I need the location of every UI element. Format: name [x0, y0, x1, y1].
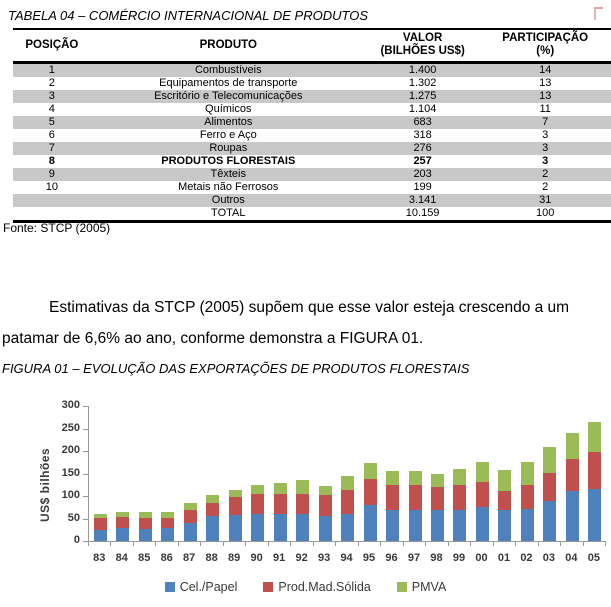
bar-slot: [426, 406, 448, 541]
bar-segment: [498, 491, 511, 510]
bar-segment: [566, 459, 579, 491]
bar-slot: [291, 406, 313, 541]
x-axis-labels: [88, 552, 605, 564]
bar-segment: [476, 462, 489, 482]
figure-caption: FIGURA 01 – EVOLUÇÃO DAS EXPORTAÇÕES DE PRODUTOS FLORESTAIS: [2, 361, 470, 376]
x-tick-label: 84: [115, 552, 128, 564]
cell-participacao: 3: [542, 155, 549, 168]
cell-produto: Ferro e Aço: [199, 129, 257, 142]
paragraph-line-1: Estimativas da STCP (2005) supõem que esse valor esteja crescendo a um: [49, 299, 570, 316]
bar-segment: [476, 507, 489, 541]
x-tick-label: 03: [542, 552, 556, 564]
bar-segment: [251, 494, 264, 514]
legend-label: PMVA: [411, 580, 447, 594]
cell-valor: 1.104: [408, 103, 437, 116]
bar-segment: [341, 514, 354, 541]
stacked-bar-01: [498, 470, 511, 541]
legend-item-Cel./Papel: [165, 580, 238, 594]
stacked-bar-91: [274, 483, 287, 541]
bar-segment: [229, 490, 242, 497]
y-tick-mark: [83, 406, 88, 407]
cell-valor: 203: [413, 168, 432, 181]
bar-slot: [111, 406, 133, 541]
stacked-bar-85: [139, 512, 152, 541]
col-header-valor: [366, 29, 480, 63]
x-tick-label: 92: [295, 552, 308, 564]
table-row: [13, 63, 611, 78]
cell-produto: Equipamentos de transporte: [159, 77, 298, 90]
cell-produto: Outros: [211, 194, 245, 207]
bar-segment: [319, 516, 332, 541]
cell-posicao: 10: [45, 181, 58, 194]
x-tick-mark: [605, 542, 606, 546]
stacked-bar-89: [229, 490, 242, 541]
x-tick-label: 87: [183, 552, 196, 564]
cell-produto: TOTAL: [91, 207, 366, 222]
cell-posicao: 1: [48, 64, 55, 77]
x-tick-label: 85: [138, 552, 151, 564]
x-tick-mark: [155, 542, 156, 546]
x-tick-mark: [178, 542, 179, 546]
bar-segment: [588, 422, 601, 453]
x-tick-label: 00: [475, 552, 488, 564]
x-tick-mark: [133, 542, 134, 546]
col-header-sublabel: (BILHÕES US$): [380, 45, 465, 58]
bar-segment: [453, 510, 466, 542]
bar-segment: [588, 452, 601, 489]
table-row: [13, 181, 611, 194]
y-tick-label: 100: [61, 489, 80, 501]
cell-valor: 199: [413, 181, 432, 194]
x-tick-label: 88: [205, 552, 218, 564]
cell-participacao: 2: [542, 181, 549, 194]
y-axis-title: US$ bilhões: [38, 447, 52, 522]
bar-slot: [404, 406, 426, 541]
bar-segment: [206, 495, 219, 503]
bar-slot: [336, 406, 358, 541]
stacked-bar-86: [161, 512, 174, 541]
bar-slot: [224, 406, 246, 541]
y-tick-label: 0: [73, 534, 80, 546]
y-tick-label: 250: [61, 421, 80, 434]
x-tick-label: 98: [430, 552, 443, 564]
cell-posicao: [13, 207, 91, 222]
table-title: TABELA 04 – COMÉRCIO INTERNACIONAL DE PRODUTOS: [8, 8, 368, 23]
x-tick-label: 86: [160, 552, 173, 564]
legend-item-PMVA: [397, 580, 447, 594]
bar-segment: [206, 516, 219, 541]
y-tick-label: 200: [61, 444, 80, 456]
y-tick-mark: [83, 429, 88, 430]
x-tick-label: 04: [565, 552, 578, 564]
cell-produto: PRODUTOS FLORESTAIS: [161, 155, 296, 168]
bar-segment: [184, 503, 197, 510]
cell-participacao: 13: [539, 90, 552, 103]
bar-segment: [364, 463, 377, 479]
stacked-bar-05: [588, 422, 601, 541]
x-tick-mark: [110, 542, 111, 546]
stacked-bar-84: [116, 512, 129, 541]
bar-slot: [246, 406, 268, 541]
legend-item-Prod.Mad.Sólida: [263, 580, 370, 594]
bar-slot: [584, 406, 606, 541]
y-tick-label: 50: [67, 511, 80, 524]
bar-segment: [498, 470, 511, 490]
cell-valor: 3.141: [408, 194, 437, 207]
bar-segment: [251, 514, 264, 541]
bar-slot: [539, 406, 561, 541]
legend-label: Prod.Mad.Sólida: [278, 580, 371, 594]
bar-segment: [521, 462, 534, 485]
x-tick-mark: [403, 542, 404, 546]
x-tick-label: 89: [228, 552, 241, 564]
cell-posicao: 6: [48, 129, 55, 142]
stacked-bar-87: [184, 503, 197, 541]
x-tick-mark: [200, 542, 201, 546]
bar-segment: [566, 491, 579, 541]
bar-segment: [139, 529, 152, 541]
cell-valor: 276: [413, 142, 432, 155]
table-row: [13, 155, 611, 168]
bar-slot: [471, 406, 493, 541]
x-tick-mark: [358, 542, 359, 546]
cell-produto: Químicos: [205, 103, 252, 116]
table-row: [13, 90, 611, 103]
cell-valor: 318: [413, 129, 432, 142]
bar-segment: [386, 510, 399, 542]
stacked-bar-88: [206, 495, 219, 541]
cell-valor: 1.302: [408, 77, 437, 90]
cell-valor: 257: [413, 155, 432, 168]
bar-slot: [269, 406, 291, 541]
cell-participacao: 11: [539, 103, 551, 116]
x-tick-mark: [290, 542, 291, 546]
cell-posicao: 2: [48, 77, 55, 90]
bar-slot: [516, 406, 538, 541]
stacked-bar-83: [94, 514, 107, 541]
bar-segment: [296, 494, 309, 514]
x-tick-label: 94: [340, 552, 353, 564]
bar-segment: [498, 510, 511, 542]
table-row: [13, 142, 611, 155]
x-tick-label: 93: [317, 552, 331, 564]
x-tick-label: 83: [93, 552, 106, 564]
body-paragraph: [0, 292, 611, 354]
cell-participacao: 3: [542, 129, 549, 142]
cell-posicao: 7: [48, 142, 55, 155]
bar-slot: [134, 406, 156, 541]
col-header-label: VALOR: [402, 32, 443, 44]
bar-segment: [453, 485, 466, 510]
bar-segment: [94, 518, 107, 529]
bar-segment: [341, 476, 354, 490]
stacked-bar-02: [521, 462, 534, 541]
col-header-posicao: [13, 29, 91, 63]
table-row: [13, 103, 611, 116]
cell-produto: Escritório e Telecomunicações: [154, 90, 303, 103]
cell-posicao: 9: [48, 168, 55, 181]
table-row: [13, 116, 611, 129]
bar-segment: [386, 471, 399, 485]
cell-participacao: 3: [542, 142, 549, 155]
bar-slot: [449, 406, 471, 541]
bar-segment: [364, 479, 377, 505]
bar-segment: [251, 485, 264, 494]
bar-segment: [229, 515, 242, 541]
x-tick-mark: [245, 542, 246, 546]
y-tick-label: 300: [61, 399, 80, 411]
bar-segment: [521, 485, 534, 509]
bar-slot: [156, 406, 178, 541]
chart-legend: [0, 580, 611, 594]
bar-segment: [543, 501, 556, 542]
col-header-label: POSIÇÃO: [25, 38, 79, 51]
col-header-produto: [91, 29, 366, 63]
legend-label: Cel./Papel: [179, 580, 238, 594]
cell-posicao: 8: [48, 155, 55, 168]
x-tick-mark: [538, 542, 539, 546]
x-tick-label: 05: [587, 552, 601, 564]
col-header-label: PRODUTO: [199, 38, 257, 51]
bar-segment: [274, 483, 287, 493]
table-row: [13, 194, 611, 207]
x-tick-label: 97: [407, 552, 421, 564]
bar-segment: [274, 514, 287, 541]
bar-segment: [296, 514, 309, 541]
cell-produto: Roupas: [209, 142, 248, 155]
x-tick-mark: [88, 542, 89, 546]
bar-segment: [386, 485, 399, 510]
cell-participacao: 7: [542, 116, 549, 129]
bar-slot: [201, 406, 223, 541]
x-tick-label: 99: [452, 552, 466, 564]
table-row: [13, 129, 611, 142]
y-tick-mark: [83, 519, 88, 520]
stacked-bar-97: [409, 471, 422, 541]
cell-posicao: 3: [48, 90, 55, 103]
y-tick-mark: [83, 496, 88, 497]
col-header-participacao: [479, 29, 611, 63]
bar-segment: [431, 474, 444, 488]
stacked-bar-90: [251, 485, 264, 541]
legend-swatch: [263, 582, 273, 592]
x-tick-mark: [493, 542, 494, 546]
paragraph-line-2: patamar de 6,6% ao ano, conforme demonstra a FIGURA 01.: [2, 330, 424, 347]
bar-segment: [94, 530, 107, 541]
plot-area: [88, 406, 606, 542]
bar-slot: [359, 406, 381, 541]
bar-segment: [116, 528, 129, 541]
x-tick-label: 91: [272, 552, 286, 564]
x-tick-label: 95: [362, 552, 376, 564]
cell-produto: Combustíveis: [194, 64, 262, 77]
stacked-bar-chart: [0, 392, 611, 607]
legend-swatch: [165, 582, 175, 592]
cell-participacao: 14: [539, 64, 552, 77]
x-tick-mark: [268, 542, 269, 546]
cell-produto: Alimentos: [204, 116, 253, 129]
bar-segment: [319, 495, 332, 516]
bar-segment: [364, 505, 377, 541]
x-tick-mark: [425, 542, 426, 546]
stacked-bar-95: [364, 463, 377, 541]
bar-segment: [409, 485, 422, 510]
table-row: [13, 207, 611, 222]
bar-slot: [89, 406, 111, 541]
stacked-bar-93: [319, 486, 332, 541]
y-tick-mark: [83, 451, 88, 452]
bar-segment: [543, 473, 556, 501]
col-header-label: PARTICIPAÇÃO: [502, 32, 589, 44]
cell-valor: 1.275: [408, 90, 437, 103]
bar-segment: [184, 510, 197, 524]
bar-slot: [381, 406, 403, 541]
stacked-bar-94: [341, 476, 354, 541]
x-tick-mark: [313, 542, 314, 546]
cell-produto: Têxteis: [210, 168, 246, 181]
x-tick-mark: [223, 542, 224, 546]
bar-segment: [161, 518, 174, 529]
bar-segment: [229, 497, 242, 515]
bar-segment: [431, 510, 444, 542]
bar-segment: [409, 510, 422, 542]
bar-slot: [314, 406, 336, 541]
table-row: [13, 77, 611, 90]
bar-segment: [206, 503, 219, 517]
cell-participacao: 31: [539, 194, 552, 207]
stacked-bar-00: [476, 462, 489, 541]
stacked-bar-03: [543, 447, 556, 541]
cell-posicao: 4: [48, 103, 55, 116]
cell-participacao: 100: [479, 207, 611, 222]
bar-segment: [431, 487, 444, 510]
bar-segment: [139, 518, 152, 529]
data-table: [13, 28, 611, 223]
bar-segment: [341, 490, 354, 514]
cell-produto: Metais não Ferrosos: [178, 181, 279, 194]
stacked-bar-96: [386, 471, 399, 541]
bar-segment: [184, 523, 197, 541]
stacked-bar-04: [566, 433, 579, 541]
bar-segment: [543, 447, 556, 473]
cell-posicao: 5: [48, 116, 55, 129]
cell-posicao: [13, 194, 91, 207]
bar-segment: [409, 471, 422, 485]
legend-swatch: [397, 582, 407, 592]
cell-participacao: 2: [542, 168, 549, 181]
table-source: Fonte: STCP (2005): [3, 221, 111, 235]
x-tick-mark: [515, 542, 516, 546]
stacked-bar-98: [431, 474, 444, 542]
y-tick-label: 150: [61, 466, 80, 479]
bar-segment: [274, 494, 287, 514]
x-tick-mark: [380, 542, 381, 546]
x-tick-mark: [448, 542, 449, 546]
bar-segment: [296, 480, 309, 494]
cell-participacao: 13: [539, 77, 552, 90]
bar-segment: [476, 482, 489, 507]
x-tick-mark: [560, 542, 561, 546]
cell-valor: 1.400: [408, 64, 437, 77]
cell-valor: 683: [413, 116, 432, 129]
bar-segment: [521, 509, 534, 541]
table-header-row: [13, 29, 611, 63]
col-header-sublabel: (%): [536, 45, 555, 58]
bar-slot: [179, 406, 201, 541]
x-tick-label: 96: [385, 552, 398, 564]
stacked-bar-92: [296, 480, 309, 541]
x-tick-mark: [335, 542, 336, 546]
y-tick-mark: [83, 474, 88, 475]
table-row: [13, 168, 611, 181]
stacked-bar-99: [453, 469, 466, 541]
bar-segment: [319, 486, 332, 496]
x-tick-mark: [470, 542, 471, 546]
x-tick-label: 90: [250, 552, 263, 564]
bar-segment: [566, 433, 579, 459]
annotation-mark: [594, 7, 603, 20]
cell-valor: 10.159: [366, 207, 480, 222]
bar-segment: [161, 528, 174, 541]
bar-segment: [116, 517, 129, 529]
bar-slot: [494, 406, 516, 541]
x-tick-label: 02: [520, 552, 533, 564]
x-tick-label: 01: [497, 552, 511, 564]
bar-segment: [588, 489, 601, 541]
bar-slot: [561, 406, 583, 541]
bar-segment: [453, 469, 466, 485]
x-tick-mark: [583, 542, 584, 546]
